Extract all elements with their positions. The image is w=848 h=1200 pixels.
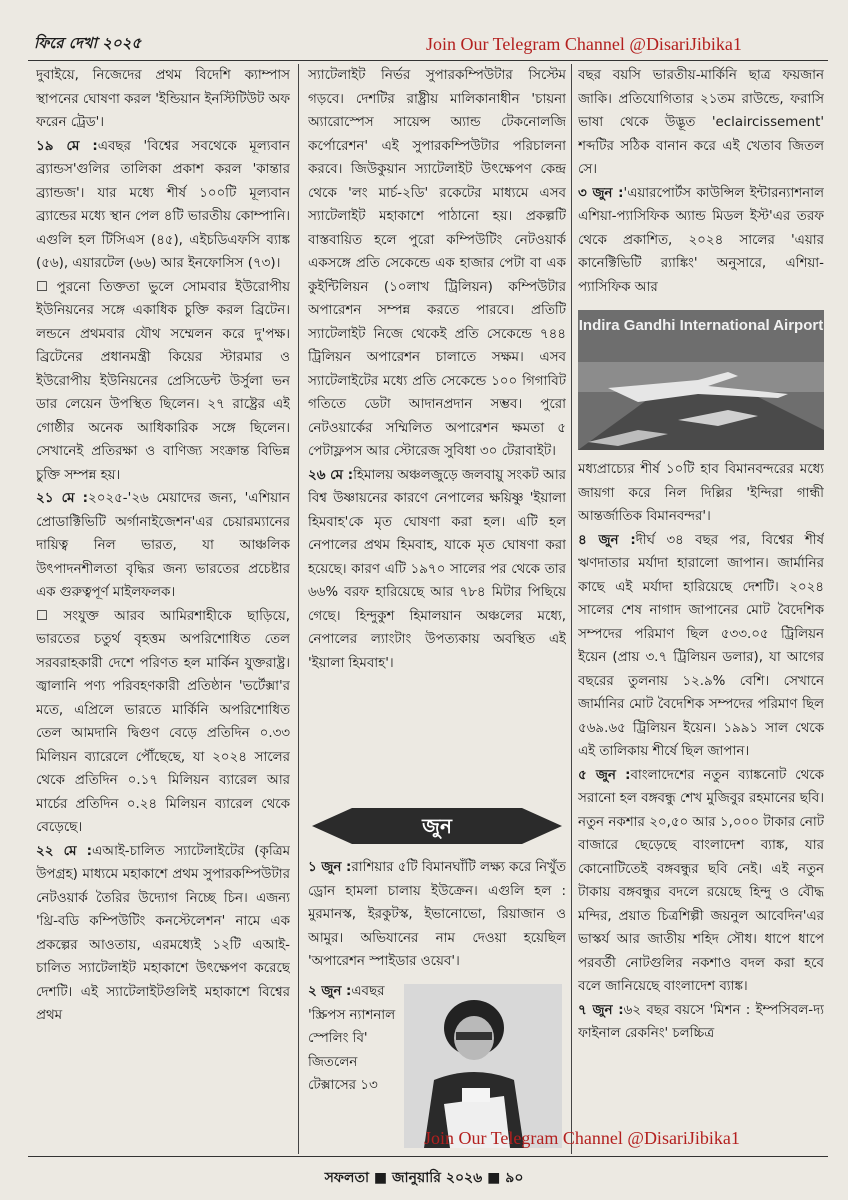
paragraph — [578, 764, 824, 999]
paragraph: মধ্যপ্রাচ্যের শীর্ষ ১০টি হাব বিমানবন্দরের মধ্যে জায়গা করে নিল দিল্লির 'ইন্দিরা গান্ধী আন্তর্জাতিক বিমানবন্দর'। — [578, 462, 824, 524]
paragraph — [36, 487, 290, 605]
date-label: ১ জুন : — [308, 860, 352, 875]
column-divider — [298, 64, 299, 1154]
paragraph: স্যাটেলাইট নির্ভর সুপারকম্পিউটার সিস্টেম গড়বে। দেশটির রাষ্ট্রীয় মালিকানাধীন 'চায়না অ্যারোস্পেস সায়েন্স অ্যান্ড টেকনোলজি কর্পোরেশন' এই সুপারকম্পিউটার পরিচালনা করবে। জিউকুয়ান স্যাটেলাইট উৎক্ষেপণ কেন্দ্র থেকে 'লং মার্চ-২ডি' রকেটের মাধ্যমে এসব স্যাটেলাইট মহাকাশে পাঠানো হয়। প্রকল্পটি বাস্তবায়িত হলে পুরো কম্পিউটিং নেটওয়ার্ক একসঙ্গে প্রতি সেকেন্ডে এক হাজার পেটা বা এক কুইন্টিলিয়ন (১০লাখ ট্রিলিয়ন) কম্পিউটার অপারেশন সম্পন্ন করতে পারবে। প্রতিটি স্যাটেলাইট নিজে থেকেই প্রতি সেকেন্ডে ৭৪৪ ট্রিলিয়ন অপারেশন চালাতে সক্ষম। এসব স্যাটেলাইটের মধ্যে প্রতি সেকেন্ডে ১০০ গিগাবিট গতিতে ডেটা আদানপ্রদান সম্ভব। পুরো নেটওয়ার্কের সম্মিলিত অপারেশন ক্ষমতা ৫ পেটাফ্লপস আর স্টোরেজ সুবিধা ৩০ টেরাবাইট। — [308, 68, 566, 459]
date-label: ২৬ মে : — [308, 467, 354, 483]
column-3-top — [578, 64, 824, 308]
telegram-watermark-bottom: Join Our Telegram Channel @DisariJibika1 — [424, 1128, 740, 1148]
date-label: ১৯ মে : — [36, 138, 98, 154]
paragraph — [36, 840, 290, 1028]
column-2 — [308, 64, 566, 826]
paragraph — [36, 135, 290, 276]
column-divider — [571, 64, 572, 1154]
paragraph: ☐ সংযুক্ত আরব আমিরশাহীকে ছাড়িয়ে, ভারতের চতুর্থ বৃহত্তম অপরিশোধিত তেল সরবরাহকারী দেশে পরিণত হল মার্কিন যুক্তরাষ্ট্র। জ্বালানি পণ্য পরিবহণকারী প্রতিষ্ঠান 'ভর্টেক্সা'র মতে, এপ্রিলে ভারতে মার্কিনি অপরিশোধিত তেল আমদানি দ্বিগুণ বেড়ে প্রতিদিন ০.৩৩ মিলিয়ন ব্যারেলে পৌঁছেছে, যা ২০২৪ সালের থেকে প্রতিদিন ০.১৭ মিলিয়ন ব্যারেল আর মার্চের প্রতিদিন ০.২৪ মিলিয়ন ব্যারেল থেকে বেড়েছে। — [36, 608, 290, 835]
paragraph — [308, 856, 566, 974]
paragraph-text: বাংলাদেশের নতুন ব্যাঙ্কনোট থেকে সরানো হল বঙ্গবন্ধু শেখ মুজিবুর রহমানের ছবি। নতুন নকশার ২০,৫০ আর ১,০০০ টাকার নোট বাজারে ছেড়েছে বাংলাদেশ ব্যাঙ্ক, যার কোনোটিতেই বঙ্গবন্ধুর ছবি নেই। এই নতুন টাকায় বঙ্গবন্ধুর বদলে রয়েছে হিন্দু ও বৌদ্ধ মন্দির, প্রয়াত চিত্রশিল্পী জয়নুল আবেদিন'এর ভাস্কর্য আর জাতীয় শহিদ সৌধ। ধাপে ধাপে পরবর্তী নোটগুলির নকশাও বদল করা হবে বলে জানিয়েছে বাংলাদেশ ব্যাঙ্ক। — [578, 767, 824, 994]
spelling-bee-winner-photo — [404, 984, 562, 1148]
footer-rule — [28, 1156, 828, 1157]
column-2-side-text — [308, 980, 402, 1150]
paragraph: দুবাইয়ে, নিজেদের প্রথম বিদেশি ক্যাম্পাস স্থাপনের ঘোষণা করল 'ইন্ডিয়ান ইনস্টিটিউট অফ ফরেন ট্রেড'। — [36, 68, 290, 130]
telegram-watermark-top: Join Our Telegram Channel @DisariJibika1 — [426, 34, 742, 54]
date-label: ৫ জুন : — [578, 767, 631, 783]
column-1 — [36, 64, 290, 1154]
page-footer: সফলতা ■ জানুয়ারি ২০২৬ ■ ৯০ — [324, 1170, 524, 1186]
paragraph-text: এবছর 'স্ক্রিপস ন্যাশনাল স্পেলিং বি' জিতলেন টেক্সাসের ১৩ — [308, 984, 396, 1093]
paragraph: বছর বয়সি ভারতীয়-মার্কিনি ছাত্র ফয়জান জাকি। প্রতিযোগিতার ২১তম রাউন্ডে, ফরাসি ভাষা থেকে উদ্ভূত 'eclaircissement' শব্দটির সঠিক বানান করে এই খেতাব জিতল সে। — [578, 68, 824, 177]
column-2-june — [308, 856, 566, 976]
paragraph-text: ২০২৫-'২৬ মেয়াদের জন্য, 'এশিয়ান প্রোডাক্টিভিটি অর্গানাইজেশন'এর চেয়ারম্যানের দায়িত্ব নিল ভারত, যা আঞ্চলিক উৎপাদনশীলতা বৃদ্ধির জন্য ভারতের প্রচেষ্টার এক গুরুত্বপূর্ণ মাইলফলক। — [36, 491, 290, 600]
date-label: ২ জুন : — [308, 984, 352, 999]
date-label: ৪ জুন : — [578, 532, 636, 548]
date-label: ৭ জুন : — [578, 1002, 624, 1018]
june-banner — [312, 804, 562, 848]
paragraph-text: 'এয়ারপোর্টস কাউন্সিল ইন্টারন্যাশনাল এশিয়া-প্যাসিফিক অ্যান্ড মিডল ইস্ট'এর তরফ থেকে প্রকাশিত, ২০২৪ সালের 'এয়ার কানেক্টিভিটি র‍্যাঙ্কিং' অনুসারে, এশিয়া-প্যাসিফিক আর — [578, 185, 824, 295]
paragraph-text: হিমালয় অঞ্চলজুড়ে জলবায়ু সংকট আর বিশ্ব উষ্ণায়নের কারণে নেপালের ক্ষয়িষ্ণু 'ইয়ালা হিমবাহ'কে মৃত ঘোষণা করা হল। এটি হল নেপালের প্রথম হিমবাহ, যাকে মৃত ঘোষণা করা হয়েছে। কারণ এটি ১৯৭০ সালের পর থেকে তার ৬৬% বরফ হারিয়েছে আর ৭৮৪ মিটার পিছিয়ে গেছে। হিন্দুকুশ হিমালয়ান অঞ্চলের মধ্যে, নেপালের ল্যাংটাং উপত্যকায় অবস্থিত এই 'ইয়ালা হিমবাহ'। — [308, 467, 566, 671]
month-label: জুন — [422, 814, 452, 838]
section-title: ফিরে দেখা ২০২৫ — [34, 34, 142, 52]
paragraph-text: এআই-চালিত স্যাটেলাইটের (কৃত্রিম উপগ্রহ) মাধ্যমে মহাকাশে প্রথম সুপারকম্পিউটার নেটওয়ার্ক তৈরির উদ্যোগ নিচ্ছে চিন। এজন্য 'থ্রি-বডি কম্পিউটিং কনস্টেলেশন' নামে এক প্রকল্পের আওতায়, এরমধ্যেই ১২টি এআই-চালিত স্যাটেলাইট মহাকাশে উৎক্ষেপণ করেছে দেশটি। এই স্যাটেলাইটগুলিই মহাকাশে বিশ্বের প্রথম — [36, 843, 290, 1023]
paragraph — [308, 980, 402, 1098]
paragraph-text: দীর্ঘ ৩৪ বছর পর, বিশ্বের শীর্ষ ঋণদাতার মর্যাদা হারালো জাপান। জার্মানির কাছে এই মর্যাদা হারিয়েছে দেশটি। ২০২৪ সালের শেষ নাগাদ জাপানের মোট বৈদেশিক সম্পদের পরিমাণ ছিল ৫৩৩.০৫ ট্রিলিয়ন ইয়েন (প্রায় ৩.৭ ট্রিলিয়ন ডলার), যা আগের বছরের তুলনায় ১২.৯% বেশি। সেখানে জার্মানির মোট বৈদেশিক সম্পদের পরিমাণ ছিল ৫৬৯.৬৫ ট্রিলিয়ন ইয়েন। ১৯৯১ সাল থেকে এই তালিকায় শীর্ষে ছিল জাপান। — [578, 532, 824, 759]
photo-illustration — [404, 984, 562, 1148]
paragraph — [578, 182, 824, 300]
date-label: ২১ মে : — [36, 491, 88, 506]
paragraph-text: রাশিয়ার ৫টি বিমানঘাঁটি লক্ষ্য করে নিখুঁত ড্রোন হামলা চালায় ইউক্রেন। এগুলি হল : মুরমানস্ক, ইরকুটস্ক, ইভানোভো, রিয়াজান ও আমুর। অভিযানের নাম দেওয়া হয়েছিল 'অপারেশন স্পাইডার ওয়েব'। — [308, 860, 566, 969]
paragraph — [308, 464, 566, 676]
paragraph — [578, 999, 824, 1046]
header-rule — [28, 60, 828, 61]
date-label: ২২ মে : — [36, 843, 93, 859]
column-3-bottom — [578, 458, 824, 1148]
airport-caption: Indira Gandhi International Airport — [578, 317, 824, 334]
paragraph: ☐ পুরনো তিক্ততা ভুলে সোমবার ইউরোপীয় ইউনিয়নের সঙ্গে একাধিক চুক্তি করল ব্রিটেন। লন্ডনে প্রথমবার যৌথ সম্মেলন করে দু'পক্ষ। ব্রিটেনের প্রধানমন্ত্রী কিয়ের স্টারমার ও ইউরোপীয় ইউনিয়নের প্রেসিডেন্ট উর্সুলা ভন ডার লেয়েন উপস্থিত ছিলেন। ২৭ রাষ্ট্রের এই গোষ্ঠীর অনেক আধিকারিক সঙ্গে ছিলেন। সেখানেই প্রতিরক্ষা ও বাণিজ্য সংক্রান্ত বিভিন্ন চুক্তি সম্পন্ন হয়। — [36, 279, 290, 483]
paragraph-text: ৬২ বছর বয়সে 'মিশন : ইম্পসিবল-দ্য ফাইনাল রেকনিং' চলচ্চিত্র — [578, 1002, 824, 1041]
paragraph-text: এবছর 'বিশ্বের সবথেকে মূল্যবান ব্র্যান্ডস'গুলির তালিকা প্রকাশ করল 'কান্তার ব্র্যান্ডজ'। যার মধ্যে শীর্ষ ১০০টি মূল্যবান ব্র্যান্ডের মধ্যে স্থান পেল ৪টি ভারতীয় কোম্পানি। এগুলি হল টিসিএস (৪৫), এইচডিএফসি ব্যাঙ্ক (৫৬), এয়ারটেল (৬৬) আর ইনফোসিস (৭৩)। — [36, 138, 290, 271]
paragraph — [578, 529, 824, 764]
date-label: ৩ জুন : — [578, 185, 624, 201]
airport-photo — [578, 310, 824, 450]
